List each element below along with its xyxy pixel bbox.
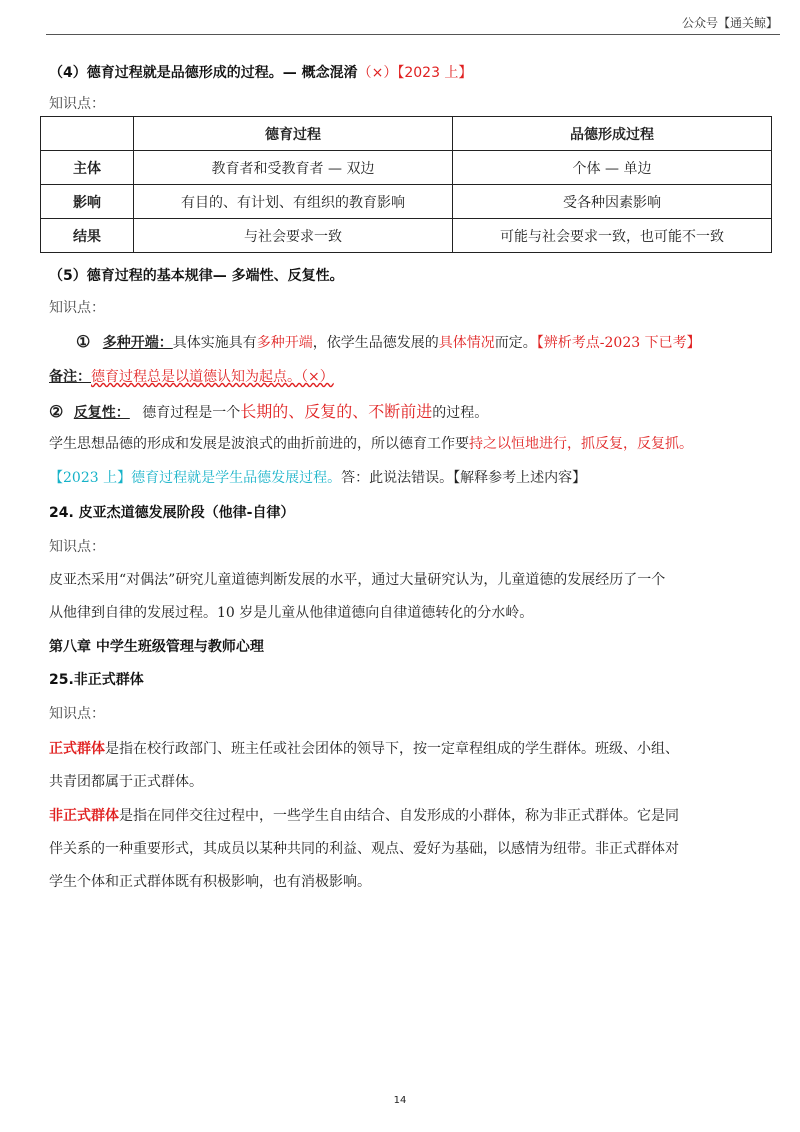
section-25-title: 25.非正式群体 — [49, 672, 144, 688]
table-row-head: 主体 — [41, 151, 134, 185]
table-cell: 教育者和受教育者 — 双边 — [134, 151, 453, 185]
exam-paragraph — [49, 467, 586, 487]
wave-text: 学生思想品德的形成和发展是波浪式的曲折前进的，所以德育工作要 — [49, 436, 469, 452]
informal-group-line-3: 学生个体和正式群体既有积极影响，也有消极影响。 — [49, 874, 371, 890]
table-cell: 有目的、有计划、有组织的教育影响 — [134, 185, 453, 219]
informal-group-term: 非正式群体 — [49, 808, 119, 824]
informal-group-line-1 — [49, 805, 679, 825]
point-1-highlight-a: 多种开端 — [256, 335, 313, 351]
section-4-title-text: （4）德育过程就是品德形成的过程。— 概念混淆 — [49, 65, 358, 81]
table-cell: 个体 — 单边 — [453, 151, 772, 185]
point-1-exam-tag: 【辨析考点-2023 下已考】 — [536, 335, 701, 351]
table-col-header-2: 品德形成过程 — [453, 117, 772, 151]
note-text: 德育过程总是以道德认知为起点。（×） — [91, 369, 334, 385]
table-col-header-1: 德育过程 — [134, 117, 453, 151]
section-5-title: （5）德育过程的基本规律— 多端性、反复性。 — [49, 268, 344, 284]
point-2-number: ② — [49, 402, 64, 421]
section-4-title — [49, 62, 472, 82]
table-row-head: 结果 — [41, 219, 134, 253]
formal-group-line-1 — [49, 738, 679, 758]
informal-group-line-2: 伴关系的一种重要形式，其成员以某种共同的利益、观点、爱好为基础，以感情为纽带。非正式群体对 — [49, 841, 679, 857]
section-5-kp-label: 知识点： — [49, 300, 105, 316]
exam-answer: 答：此说法错误。【解释参考上述内容】 — [341, 470, 587, 486]
point-1-highlight-b: 具体情况 — [438, 335, 495, 351]
point-2-text-b: 的过程。 — [432, 405, 489, 421]
table-cell: 可能与社会要求一致，也可能不一致 — [453, 219, 772, 253]
point-2-text-a: 德育过程是一个 — [142, 405, 241, 421]
header-brand: 公众号【通关鲸】 — [681, 16, 778, 30]
section-24-kp-label: 知识点： — [49, 539, 105, 555]
point-2-highlight: 长期的、反复的、不断前进 — [240, 402, 433, 421]
table-row-head: 影响 — [41, 185, 134, 219]
table-row — [41, 151, 772, 185]
note-paragraph — [49, 366, 334, 386]
formal-group-def: 是指在校行政部门、班主任或社会团体的领导下，按一定章程组成的学生群体。班级、小组、 — [105, 741, 679, 757]
formal-group-term: 正式群体 — [49, 741, 105, 757]
section-4-mark: （×）【2023 上】 — [357, 65, 473, 81]
table-corner — [41, 117, 134, 151]
table-header-row — [41, 117, 772, 151]
exam-question: 【2023 上】德育过程就是学生品德发展过程。 — [49, 470, 342, 486]
formal-group-line-2: 共青团都属于正式群体。 — [49, 774, 203, 790]
section-25-kp-label: 知识点： — [49, 706, 105, 722]
point-1-paragraph — [76, 332, 701, 352]
point-1-text-a: 具体实施具有 — [172, 335, 257, 351]
wave-paragraph — [49, 433, 693, 453]
table-cell: 受各种因素影响 — [453, 185, 772, 219]
table-cell: 与社会要求一致 — [134, 219, 453, 253]
table-row — [41, 185, 772, 219]
wave-highlight: 持之以恒地进行，抓反复，反复抓。 — [469, 436, 693, 452]
section-24-title: 24. 皮亚杰道德发展阶段（他律-自律） — [49, 505, 295, 521]
point-1-term: 多种开端： — [102, 335, 173, 351]
point-2-paragraph — [49, 399, 488, 422]
note-label: 备注： — [49, 369, 91, 385]
comparison-table — [40, 116, 772, 253]
point-1-text-c: 而定。 — [494, 335, 537, 351]
section-24-line-2: 从他律到自律的发展过程。10 岁是儿童从他律道德向自律道德转化的分水岭。 — [49, 605, 534, 621]
point-1-text-b: ，依学生品德发展的 — [312, 335, 439, 351]
page-number: 14 — [393, 1095, 407, 1106]
section-24-line-1: 皮亚杰采用“对偶法”研究儿童道德判断发展的水平，通过大量研究认为，儿童道德的发展经历了一个 — [49, 572, 666, 588]
chapter-8-title: 第八章 中学生班级管理与教师心理 — [49, 639, 264, 655]
informal-group-def: 是指在同伴交往过程中，一些学生自由结合、自发形成的小群体，称为非正式群体。它是同 — [119, 808, 679, 824]
table-row — [41, 219, 772, 253]
point-2-term: 反复性： — [73, 405, 130, 421]
section-4-kp-label: 知识点： — [49, 96, 105, 112]
page-header — [46, 0, 780, 35]
point-1-number: ① — [76, 332, 91, 351]
